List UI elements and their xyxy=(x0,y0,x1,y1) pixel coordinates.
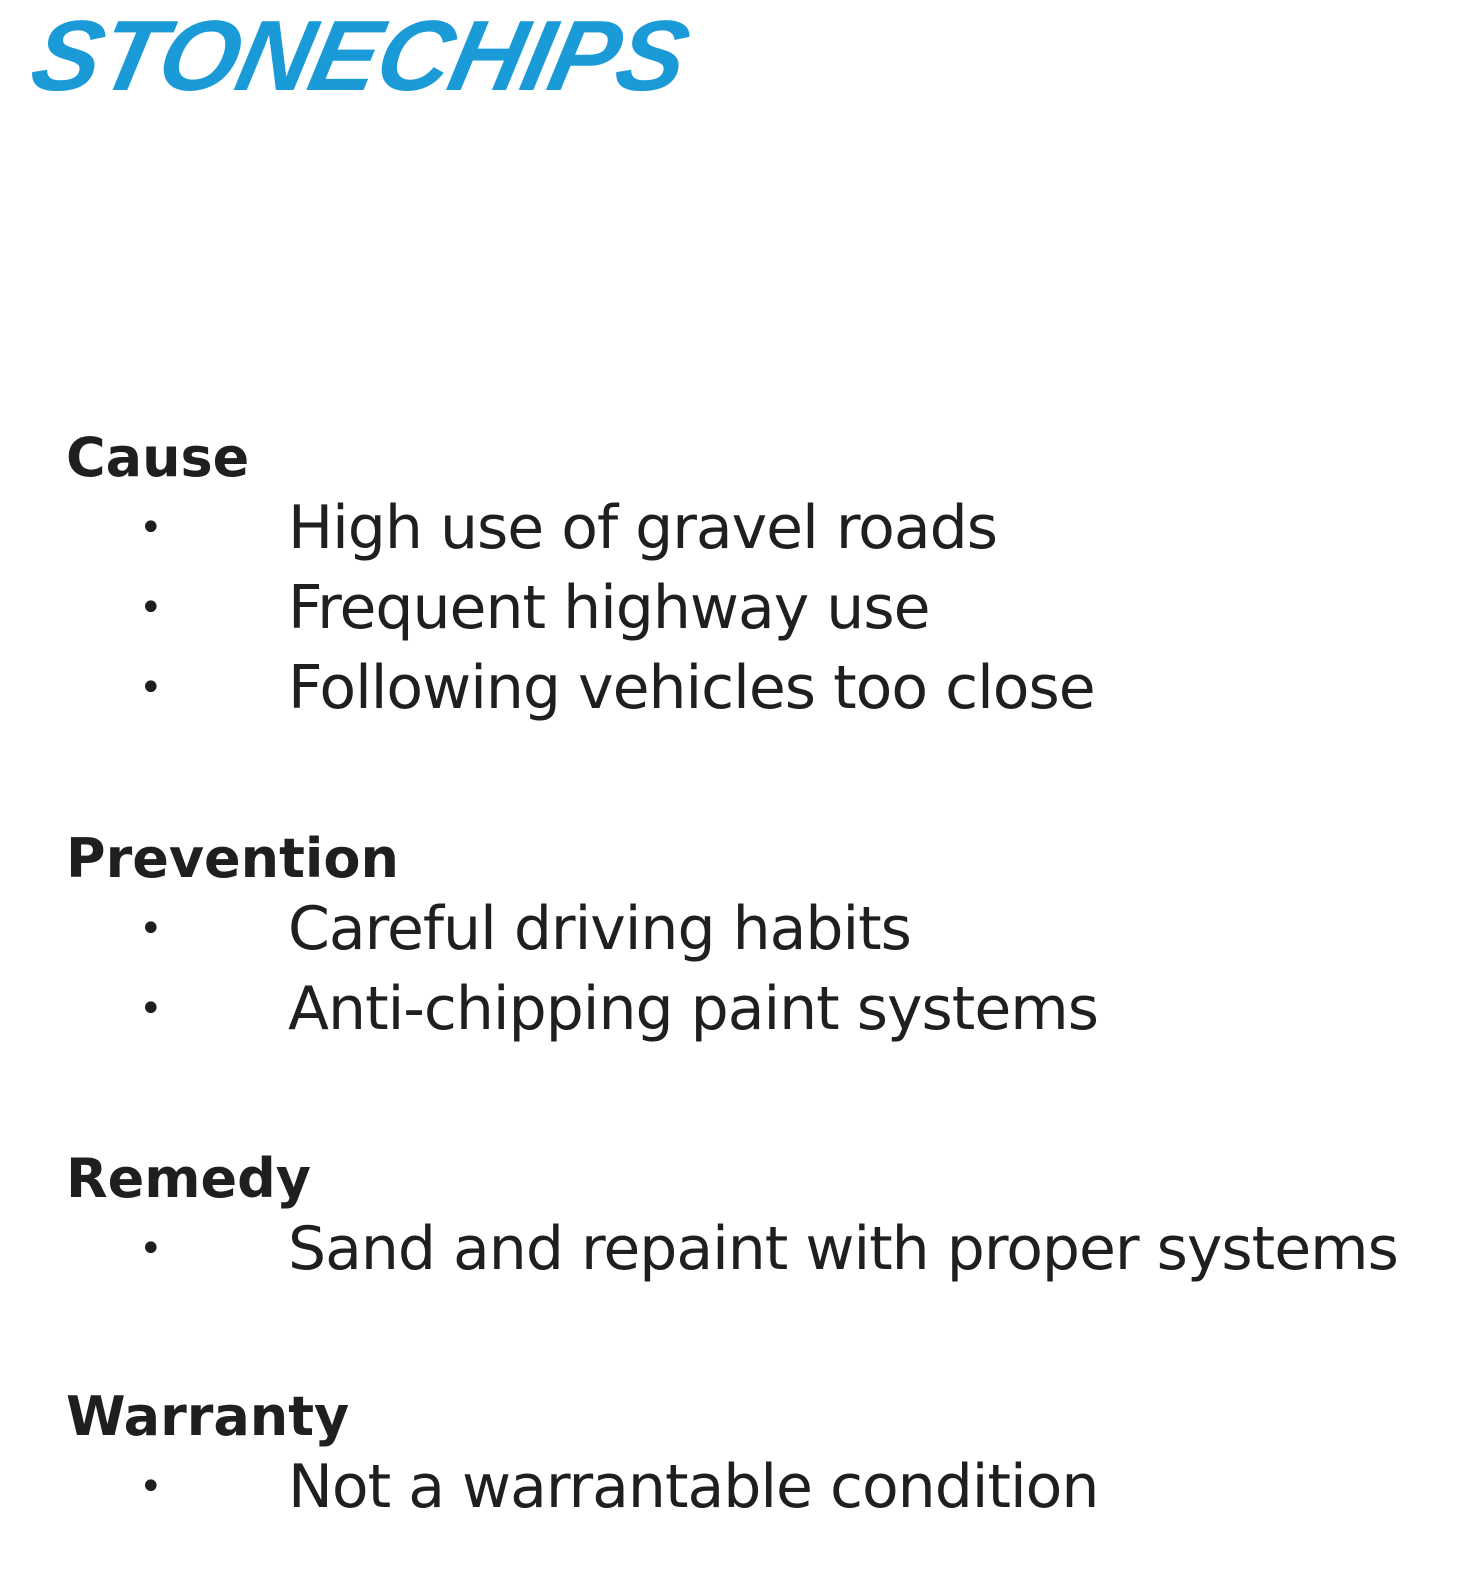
section-prevention xyxy=(66,829,1446,1049)
list-item xyxy=(66,488,1446,568)
bullet-icon: • xyxy=(139,986,163,1032)
bullet-list xyxy=(66,889,1446,1049)
bullet-icon: • xyxy=(139,665,163,711)
section-heading: Prevention xyxy=(66,827,399,890)
bullet-icon: • xyxy=(139,505,163,551)
list-item-text: Following vehicles too close xyxy=(288,653,1095,723)
section-warranty xyxy=(66,1387,1446,1527)
section-heading: Warranty xyxy=(66,1385,350,1448)
bullet-icon: • xyxy=(139,1464,163,1510)
bullet-icon: • xyxy=(139,585,163,631)
list-item-text: Not a warrantable condition xyxy=(288,1452,1099,1522)
bullet-list xyxy=(66,1447,1446,1527)
bullet-list xyxy=(66,1209,1446,1289)
list-item xyxy=(66,1209,1446,1289)
bullet-list xyxy=(66,488,1446,728)
bullet-icon: • xyxy=(139,1226,163,1272)
list-item xyxy=(66,1447,1446,1527)
section-remedy xyxy=(66,1149,1446,1289)
bullet-icon: • xyxy=(139,906,163,952)
list-item xyxy=(66,889,1446,969)
list-item xyxy=(66,969,1446,1049)
list-item xyxy=(66,568,1446,648)
list-item-text: Sand and repaint with proper systems xyxy=(288,1214,1398,1284)
list-item-text: Anti-chipping paint systems xyxy=(288,974,1098,1044)
section-cause xyxy=(66,428,1446,728)
section-heading: Remedy xyxy=(66,1147,311,1210)
list-item xyxy=(66,648,1446,728)
document-title: STONECHIPS xyxy=(22,0,698,112)
list-item-text: Careful driving habits xyxy=(288,894,911,964)
list-item-text: High use of gravel roads xyxy=(288,493,998,563)
list-item-text: Frequent highway use xyxy=(288,573,930,643)
section-heading: Cause xyxy=(66,426,250,489)
